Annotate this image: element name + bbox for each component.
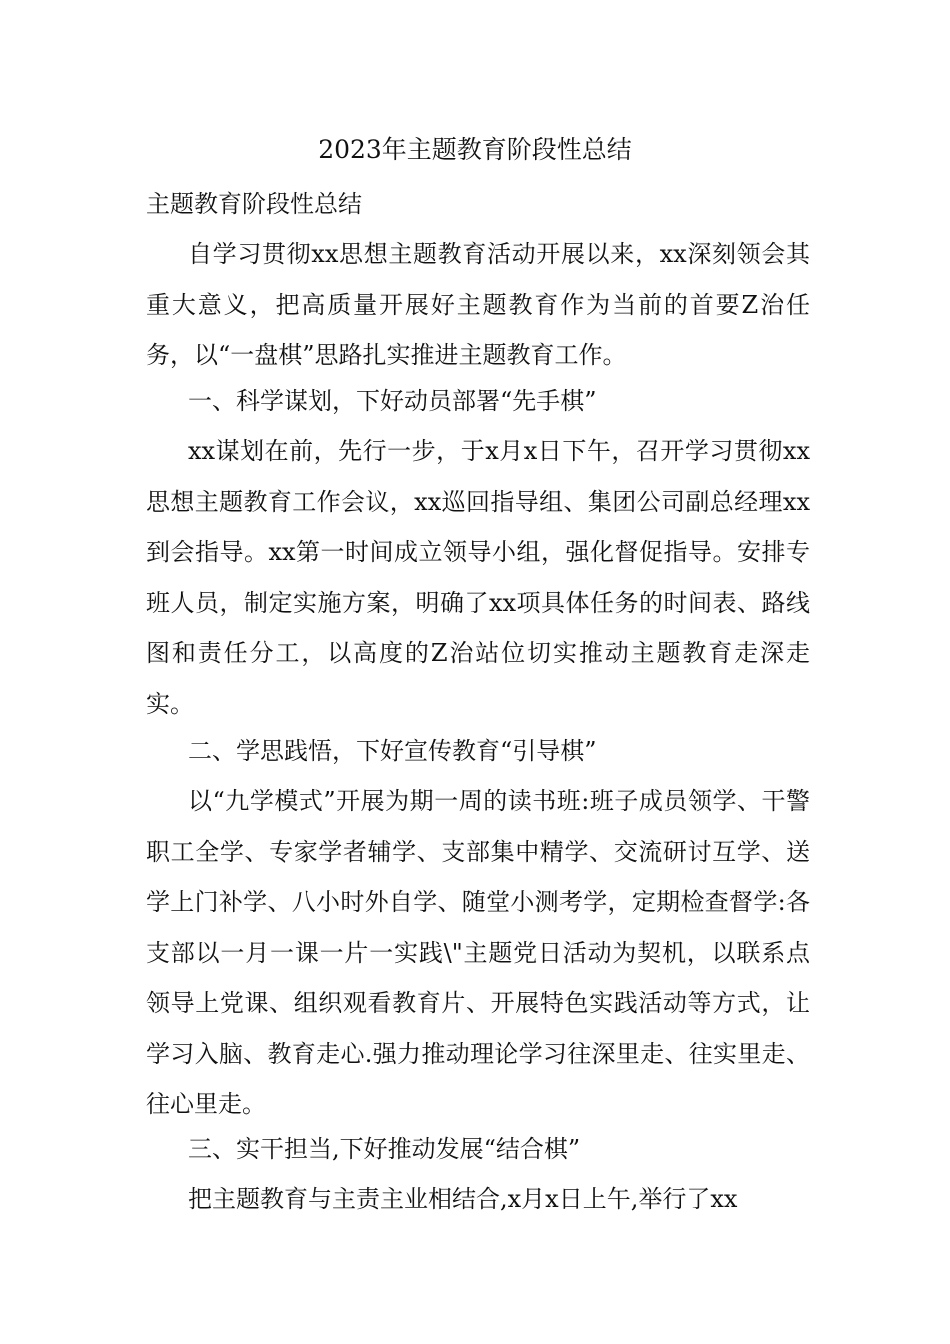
paragraph-section-1: xx谋划在前，先行一步，于x月x日下午，召开学习贯彻xx思想主题教育工作会议，xx巡回指导组、集团公司副总经理xx到会指导。xx第一时间成立领导小组，强化督促指导。安排专班人员，制定实施方案，明确了xx项具体任务的时间表、路线图和责任分工，以高度的Z治站位切实推动主题教育走深走实。 <box>146 437 810 718</box>
section-heading-1: 一、科学谋划，下好动员部署“先手棋” <box>188 387 597 415</box>
section-heading-3: 三、实干担当,下好推动发展“结合棋” <box>188 1135 581 1163</box>
paragraph-section-3: 把主题教育与主责主业相结合,x月x日上午,举行了xx <box>188 1185 738 1213</box>
document-title: 2023年主题教育阶段性总结 <box>318 135 632 164</box>
paragraph-intro: 自学习贯彻xx思想主题教育活动开展以来，xx深刻领会其重大意义，把高质量开展好主题教育作为当前的首要Z治任务，以“一盘棋”思路扎实推进主题教育工作。 <box>146 240 810 369</box>
document-subtitle: 主题教育阶段性总结 <box>146 190 362 218</box>
paragraph-section-2: 以“九学模式”开展为期一周的读书班:班子成员领学、干警职工全学、专家学者辅学、支部集中精学、交流研讨互学、送学上门补学、八小时外自学、随堂小测考学，定期检查督学:各支部以一月一课一片一实践\"主题党日活动为契机，以联系点领导上党课、组织观看教育片、开展特色实践活动等方式，让学习入脑、教育走心.强力推动理论学习往深里走、往实里走、往心里走。 <box>146 787 810 1118</box>
section-heading-2: 二、学思践悟，下好宣传教育“引导棋” <box>188 737 597 765</box>
